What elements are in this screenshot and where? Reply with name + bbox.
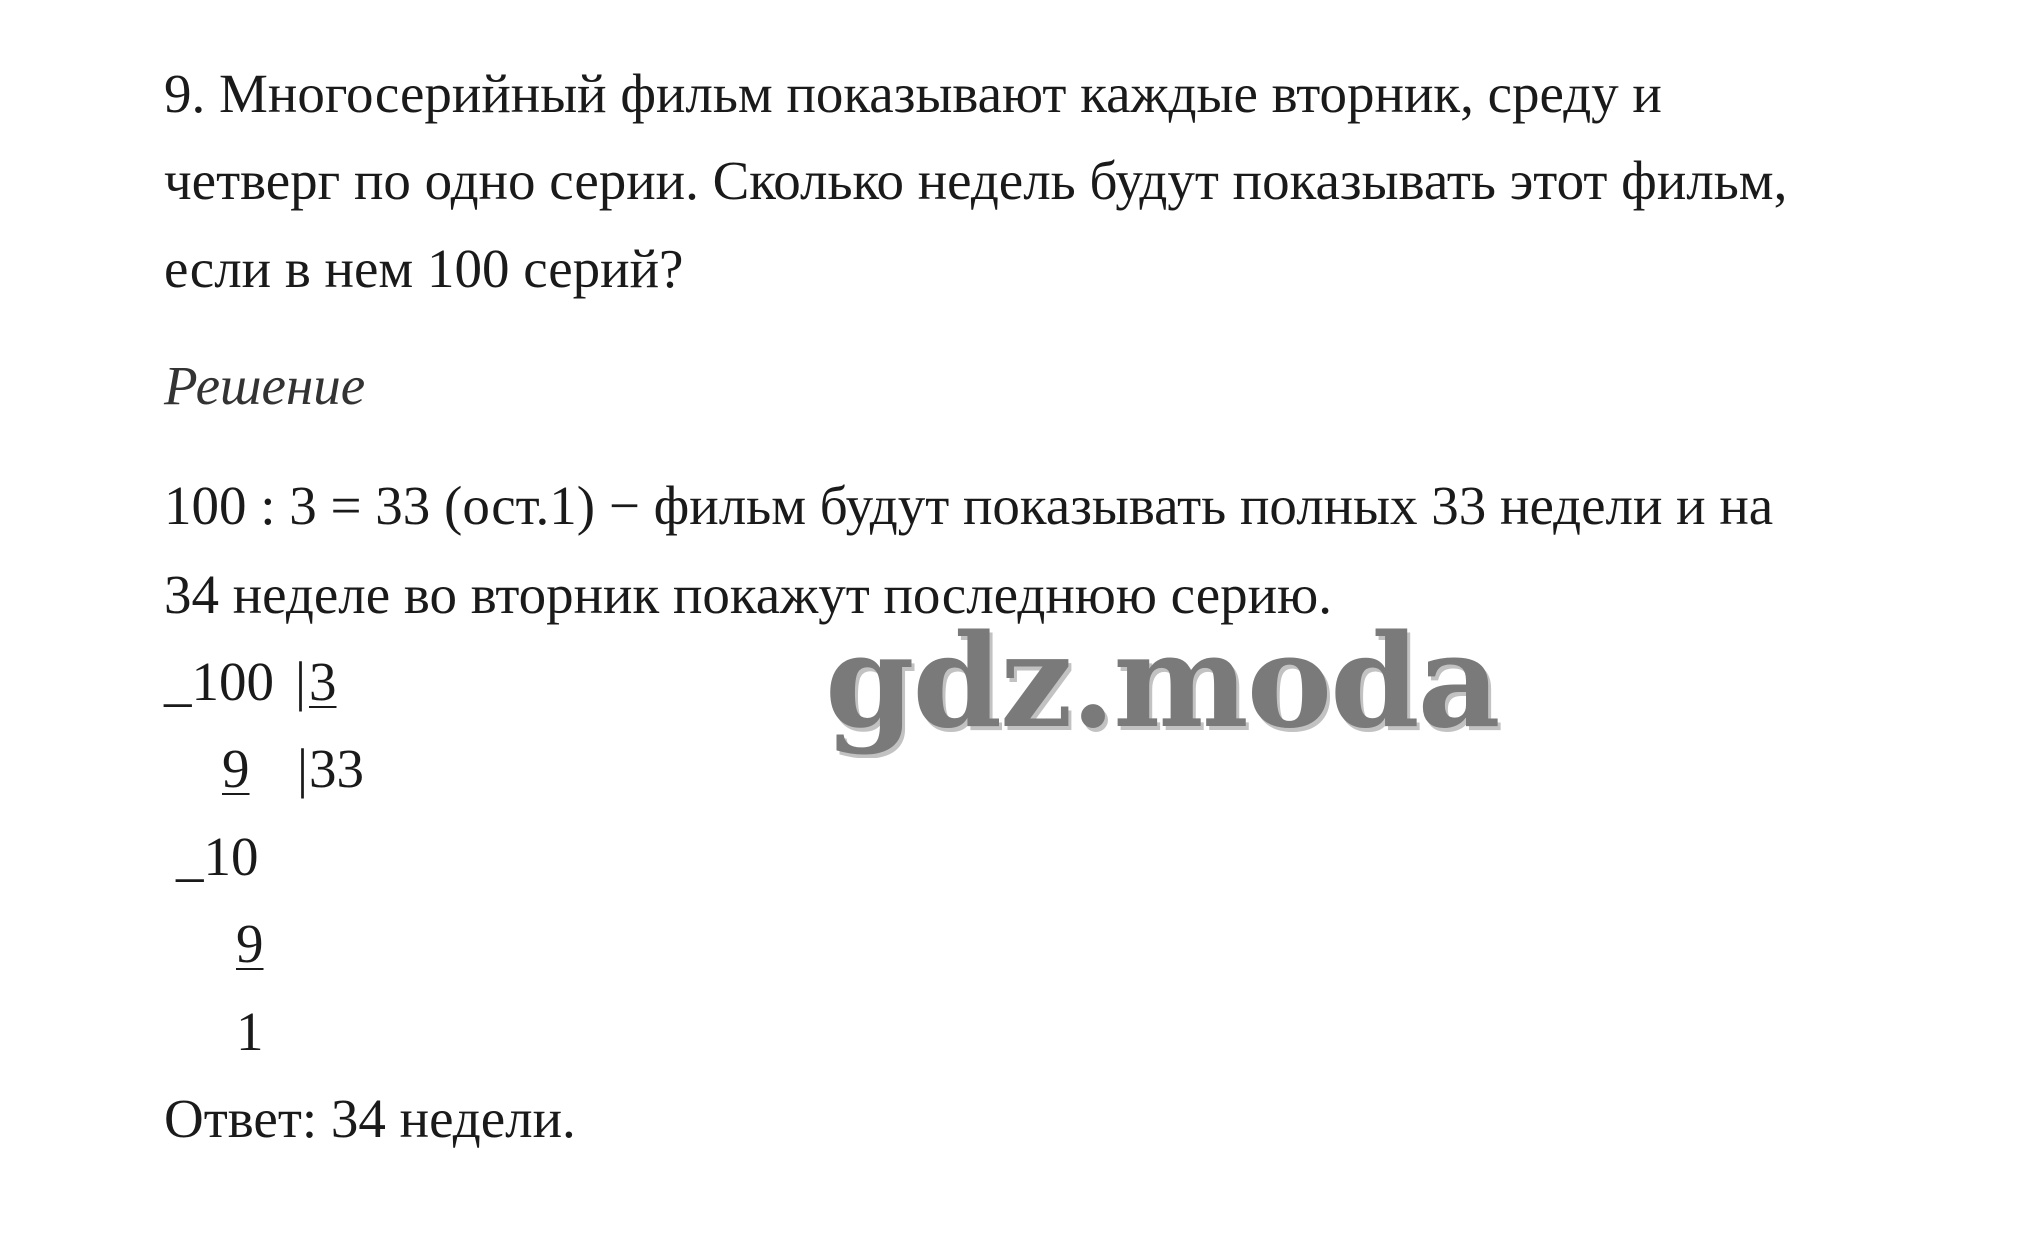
division-dividend: _100 bbox=[164, 651, 274, 712]
division-quotient: 33 bbox=[309, 738, 364, 799]
division-remainder: 1 bbox=[236, 1001, 264, 1062]
answer-line: Ответ: 34 недели. bbox=[164, 1088, 576, 1149]
division-bar: | bbox=[295, 651, 307, 712]
problem-line-3: если в нем 100 серий? bbox=[164, 238, 684, 299]
problem-line-2: четверг по одно серии. Сколько недель будут показывать этот фильм, bbox=[164, 150, 1788, 211]
division-subtrahend-1: 9 bbox=[222, 738, 250, 799]
division-divisor: 3 bbox=[309, 651, 337, 712]
division-partial: _10 bbox=[176, 826, 259, 887]
division-bar-2: | bbox=[297, 738, 309, 799]
watermark-logo: gdz.moda bbox=[825, 607, 1499, 757]
solution-line-2: 34 неделе во вторник покажут последнюю серию. bbox=[164, 564, 1332, 625]
division-subtrahend-2: 9 bbox=[236, 913, 264, 974]
solution-line-1: 100 : 3 = 33 (ост.1) − фильм будут показывать полных 33 недели и на bbox=[164, 475, 1774, 536]
problem-line-1: 9. Многосерийный фильм показывают каждые вторник, среду и bbox=[164, 63, 1662, 124]
solution-heading: Решение bbox=[164, 355, 366, 416]
